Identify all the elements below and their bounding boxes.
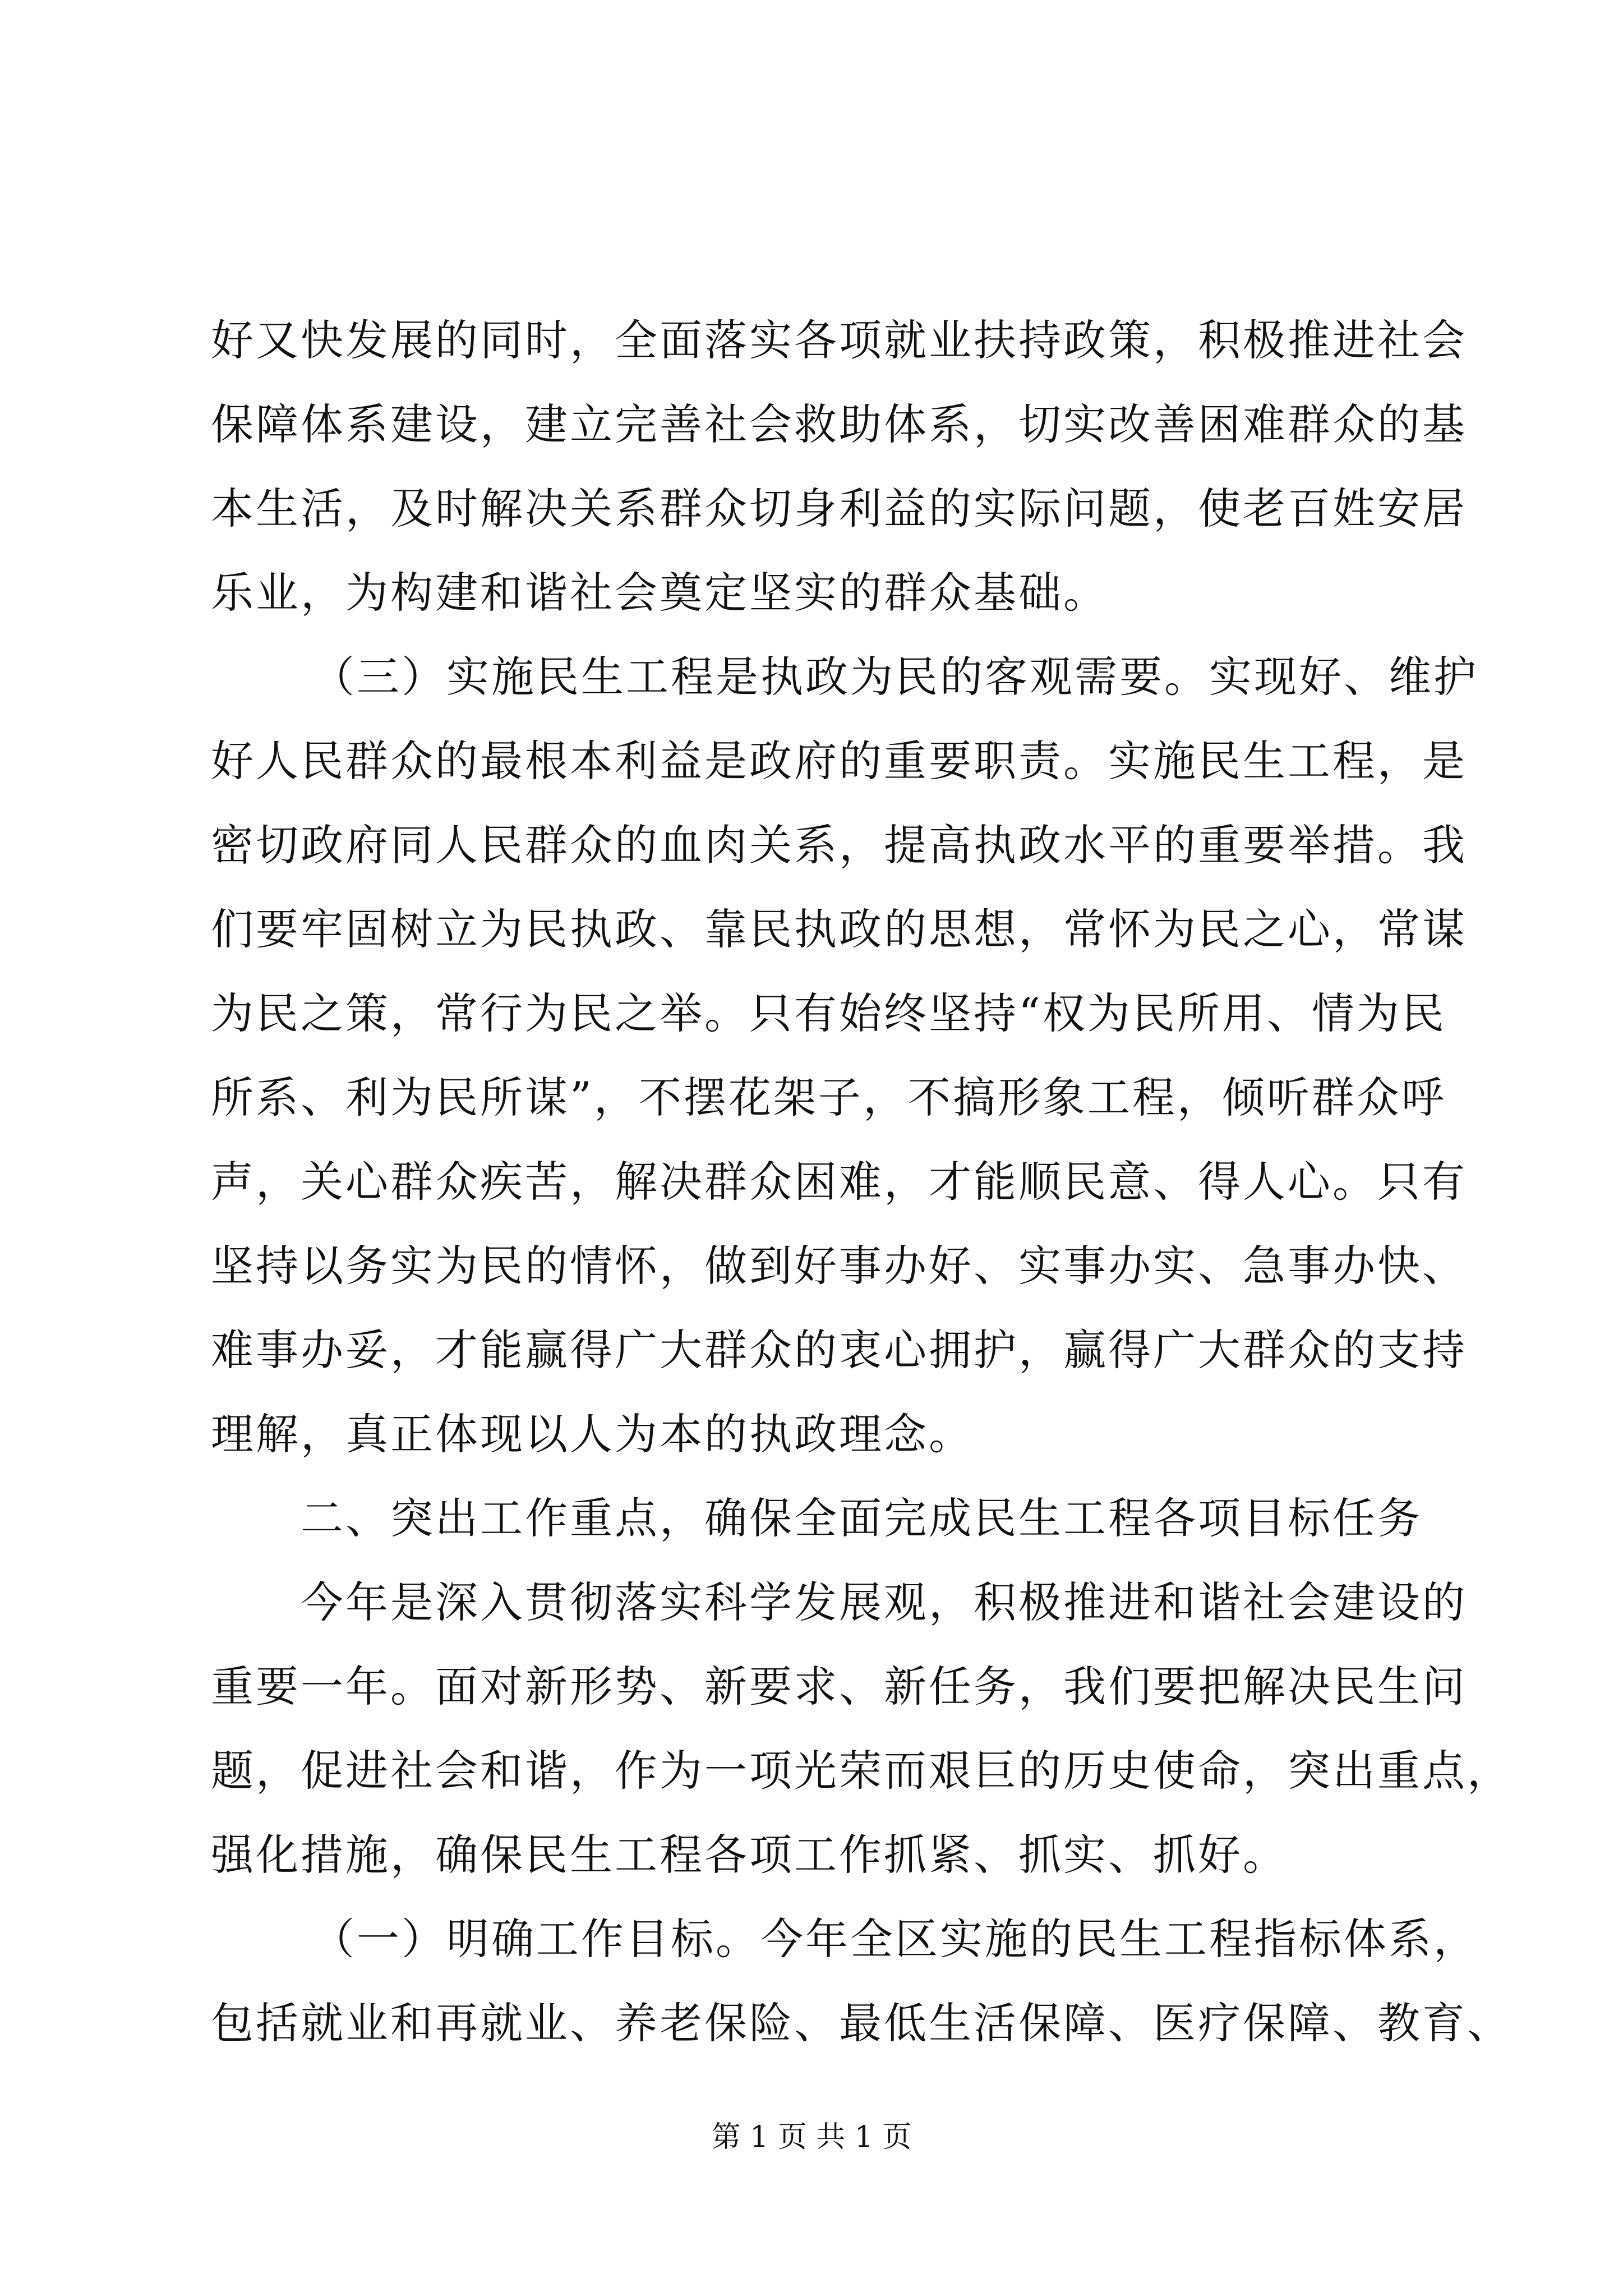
text-line: 题，促进社会和谐，作为一项光荣而艰巨的历史使命，突出重点， (211, 1746, 1512, 1796)
text-line: 保障体系建设，建立完善社会救助体系，切实改善困难群众的基 (211, 399, 1467, 449)
paragraph-heading-3: （三）实施民生工程是执政为民的客观需要。实现好、维护 (312, 652, 1478, 702)
page-footer: 第 1 页 共 1 页 (711, 2120, 912, 2154)
text-line: 密切政府同人民群众的血肉关系，提高执政水平的重要举措。我 (211, 820, 1467, 870)
text-line: 强化措施，确保民生工程各项工作抓紧、抓实、抓好。 (211, 1830, 1288, 1880)
text-line: 今年是深入贯彻落实科学发展观，积极推进和谐社会建设的 (301, 1577, 1467, 1627)
text-line: 难事办妥，才能赢得广大群众的衷心拥护，赢得广大群众的支持 (211, 1325, 1467, 1375)
text-line: 声，关心群众疾苦，解决群众困难，才能顺民意、得人心。只有 (211, 1157, 1467, 1207)
text-line: 坚持以务实为民的情怀，做到好事办好、实事办实、急事办快、 (211, 1241, 1467, 1291)
text-line: 本生活，及时解决关系群众切身利益的实际问题，使老百姓安居 (211, 484, 1467, 533)
text-line: 乐业，为构建和谐社会奠定坚实的群众基础。 (211, 568, 1108, 618)
text-line: 为民之策，常行为民之举。只有始终坚持“权为民所用、情为民 (211, 988, 1446, 1038)
text-line: 理解，真正体现以人为本的执政理念。 (211, 1409, 974, 1459)
section-heading-2: 二、突出工作重点，确保全面完成民生工程各项目标任务 (301, 1493, 1422, 1543)
paragraph-heading-1: （一）明确工作目标。今年全区实施的民生工程指标体系， (312, 1914, 1478, 1964)
text-line: 重要一年。面对新形势、新要求、新任务，我们要把解决民生问 (211, 1662, 1467, 1711)
text-line: 所系、利为民所谋”，不摆花架子，不搞形象工程，倾听群众呼 (211, 1073, 1446, 1122)
text-line: 好又快发展的同时，全面落实各项就业扶持政策，积极推进社会 (211, 315, 1467, 365)
text-line: 好人民群众的最根本利益是政府的重要职责。实施民生工程，是 (211, 736, 1467, 786)
text-line: 包括就业和再就业、养老保险、最低生活保障、医疗保障、教育、 (211, 1998, 1512, 2048)
text-line: 们要牢固树立为民执政、靠民执政的思想，常怀为民之心，常谋 (211, 904, 1467, 954)
